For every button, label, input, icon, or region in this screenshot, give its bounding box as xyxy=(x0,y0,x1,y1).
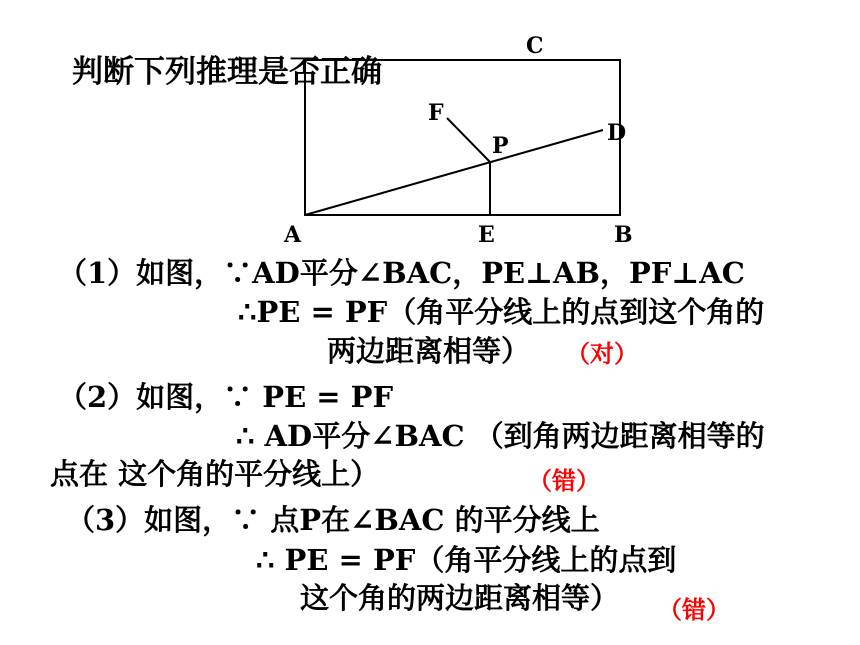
problem-1-conclusion: ∴PE = PF（角平分线上的点到这个角的 xyxy=(238,295,765,329)
point-label-c: C xyxy=(526,33,544,59)
point-label-d: D xyxy=(607,120,627,146)
problem-2-verdict: （错） xyxy=(528,466,600,495)
problem-3-conclusion: ∴ PE = PF（角平分线上的点到 xyxy=(256,543,677,577)
problem-1-given: （1）如图，∵AD平分∠BAC，PE⊥AB，PF⊥AC xyxy=(58,256,745,290)
point-label-p: P xyxy=(492,133,509,159)
problem-2-given: （2）如图，∵ PE = PF xyxy=(58,380,394,414)
problem-3-verdict: （错） xyxy=(658,595,730,624)
problem-2-reason: 点在 这个角的平分线上） xyxy=(50,457,380,491)
point-label-f: F xyxy=(428,100,444,126)
problem-1-reason: 两边距离相等） xyxy=(327,334,531,368)
problem-2-conclusion: ∴ AD平分∠BAC （到角两边距离相等的 xyxy=(236,419,765,453)
page-title: 判断下列推理是否正确 xyxy=(72,54,382,90)
segment-ad xyxy=(305,130,603,215)
point-label-e: E xyxy=(478,222,495,248)
problem-3-given: （3）如图，∵ 点P在∠BAC 的平分线上 xyxy=(66,503,600,537)
point-label-b: B xyxy=(614,222,633,248)
point-label-a: A xyxy=(284,222,302,248)
segment-pf xyxy=(447,118,490,162)
problem-1-verdict: （对） xyxy=(566,339,638,368)
problem-3-reason: 这个角的两边距离相等） xyxy=(300,581,620,615)
